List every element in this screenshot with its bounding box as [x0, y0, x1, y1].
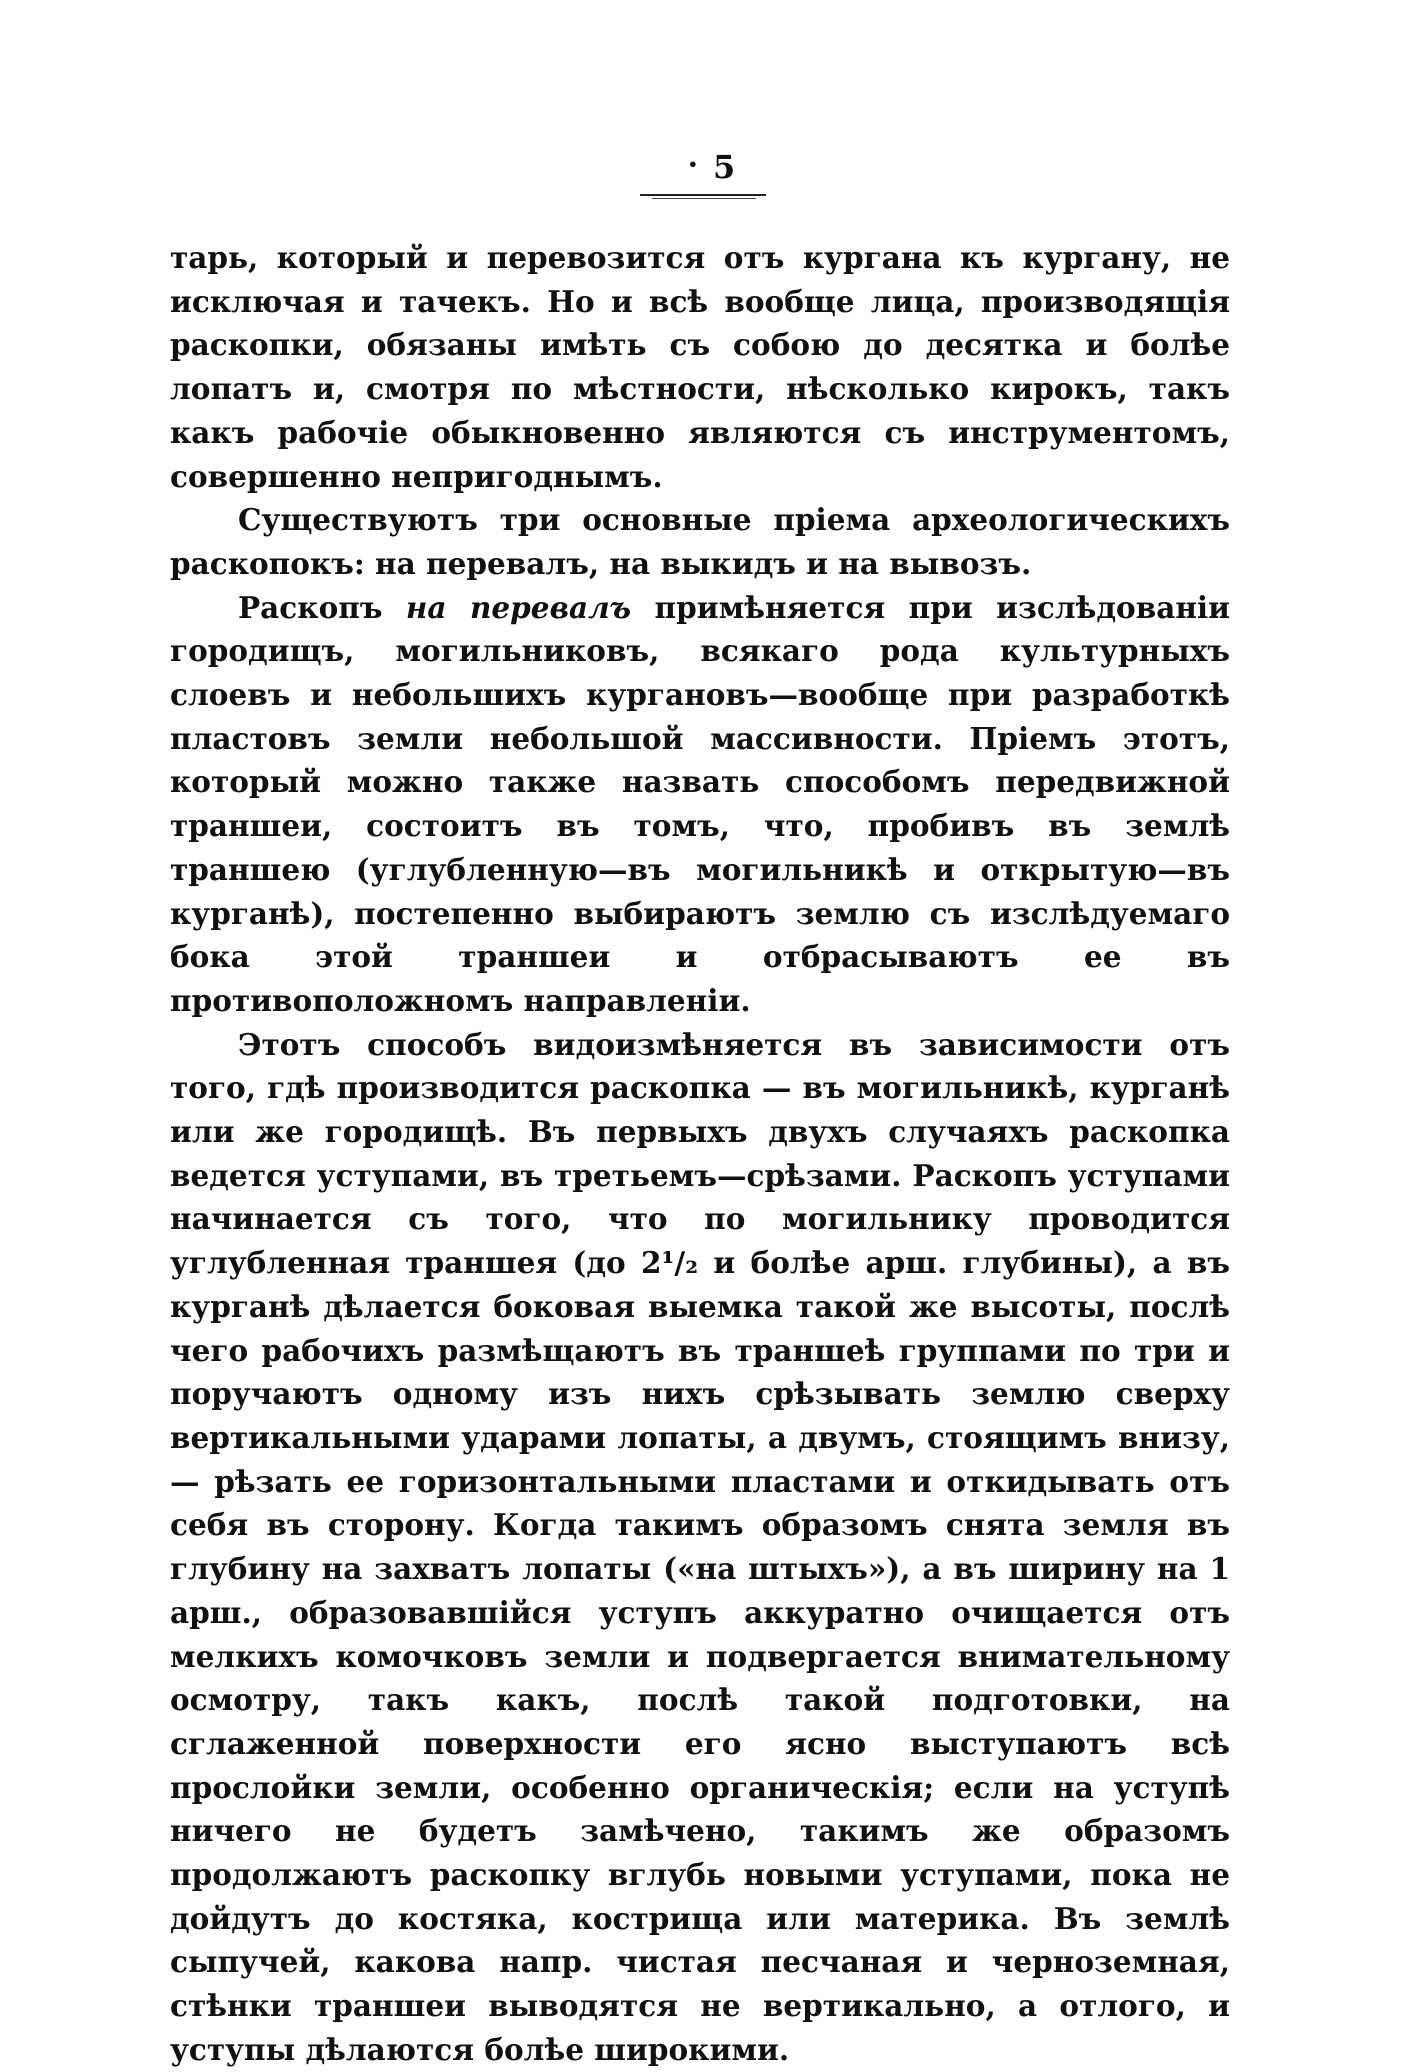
- paragraph: [170, 236, 1230, 498]
- page-number: • 5: [688, 148, 737, 186]
- paragraph: [170, 1023, 1230, 2072]
- body-text: [170, 236, 1230, 2072]
- header-rule-thin: [652, 198, 756, 199]
- paragraph-text: примѣняется при изслѣдованіи городищъ, могильниковъ, всякаго рода культурныхъ слоевъ и небольшихъ кургановъ—вообще при разработкѣ пластовъ земли небольшой массивности. Пріемъ этотъ, который можно также назвать способомъ передвижной траншеи, состоитъ въ томъ, что, пробивъ въ землѣ траншею (углубленную—въ могильникѣ и открытую—въ курганѣ), постепенно выбираютъ землю съ изслѣдуемаго бока этой траншеи и отбрасываютъ ее въ противоположномъ направленіи.: [170, 589, 1231, 1018]
- paragraph-text: Раскопъ: [238, 589, 406, 625]
- page-header: [0, 148, 1404, 186]
- paragraph-text: Существуютъ три основные пріема археологическихъ раскопокъ: на перевалъ, на выкидъ и на вывозъ.: [170, 502, 1230, 581]
- paragraph: [170, 586, 1230, 1023]
- header-rule: [640, 194, 766, 196]
- paragraph: [170, 498, 1230, 585]
- emphasized-term: на перевалъ: [405, 589, 632, 625]
- paragraph-text: тарь, который и перевозится отъ кургана къ кургану, не исключая и тачекъ. Но и всѣ вообще лица, производящія раскопки, обязаны имѣть съ собою до десятка и болѣе лопатъ и, смотря по мѣстности, нѣсколько кирокъ, такъ какъ рабочіе обыкновенно являются съ инструментомъ, совершенно непригоднымъ.: [170, 240, 1230, 494]
- paragraph-text: Этотъ способъ видоизмѣняется въ зависимости отъ того, гдѣ производится раскопка — въ могильникѣ, курганѣ или же городищѣ. Въ первыхъ двухъ случаяхъ раскопка ведется уступами, въ третьемъ—срѣзами. Раскопъ уступами начинается съ того, что по могильнику проводится углубленная траншея (до 2¹/₂ и болѣе арш. глубины), а въ курганѣ дѣлается боковая выемка такой же высоты, послѣ чего рабочихъ размѣщаютъ въ траншеѣ группами по три и поручаютъ одному изъ нихъ срѣзывать землю сверху вертикальными ударами лопаты, а двумъ, стоящимъ внизу, — рѣзать ее горизонтальными пластами и откидывать отъ себя въ сторону. Когда такимъ образомъ снята земля въ глубину на захватъ лопаты («на штыхъ»), а въ ширину на 1 арш., образовавшійся уступъ аккуратно очищается отъ мелкихъ комочковъ земли и подвергается внимательному осмотру, такъ какъ, послѣ такой подготовки, на сглаженной поверхности его ясно выступаютъ всѣ прослойки земли, особенно органическія; если на уступѣ ничего не будетъ замѣчено, такимъ же образомъ продолжаютъ раскопку вглубь новыми уступами, пока не дойдутъ до костяка, кострища или материка. Въ землѣ сыпучей, какова напр. чистая песчаная и черноземная, стѣнки траншеи выводятся не вертикально, а отлого, и уступы дѣлаются болѣе широкими.: [170, 1026, 1230, 2067]
